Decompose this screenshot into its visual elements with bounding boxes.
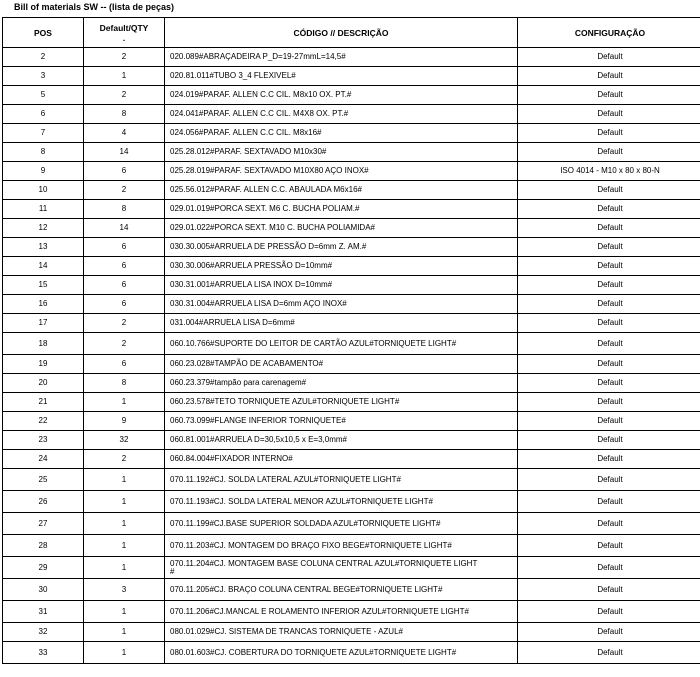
cell-description-text: 024.019#PARAF. ALLEN C.C CIL. M8x10 OX. PT.# — [170, 90, 352, 99]
cell-qty-text: 1 — [121, 518, 127, 528]
cell-qty-text: 6 — [121, 299, 127, 308]
cell-pos-text: 9 — [40, 166, 46, 175]
table-row — [3, 601, 700, 623]
cell-qty — [84, 67, 165, 86]
cell-configuration-text: Default — [597, 474, 623, 484]
cell-pos — [3, 105, 84, 124]
column-header-pos: POS — [3, 18, 84, 48]
cell-description-text: 080.01.603#CJ. COBERTURA DO TORNIQUETE AZUL#TORNIQUETE LIGHT# — [170, 647, 457, 657]
cell-pos — [3, 535, 84, 557]
cell-configuration-text: Default — [597, 71, 623, 80]
table-row — [3, 276, 700, 295]
cell-description — [165, 124, 518, 143]
cell-description-text: 029.01.019#PORCA SEXT. M6 C. BUCHA POLIAM.# — [170, 204, 360, 213]
cell-description-text: 025.56.012#PARAF. ALLEN C.C. ABAULADA M6x16# — [170, 185, 362, 194]
cell-pos — [3, 431, 84, 450]
cell-configuration-text: Default — [597, 261, 623, 270]
table-row — [3, 374, 700, 393]
cell-pos-text: 11 — [38, 204, 48, 213]
cell-configuration-text: Default — [597, 204, 623, 213]
cell-qty — [84, 469, 165, 491]
cell-configuration — [518, 601, 700, 623]
cell-qty-text: 1 — [121, 627, 127, 636]
cell-pos-text: 2 — [40, 52, 46, 61]
cell-qty — [84, 276, 165, 295]
cell-qty-text: 1 — [121, 474, 127, 484]
cell-qty-text: 9 — [121, 416, 127, 425]
cell-qty — [84, 48, 165, 67]
cell-description-text: 070.11.203#CJ. MONTAGEM DO BRAÇO FIXO BEGE#TORNIQUETE LIGHT# — [170, 540, 452, 550]
cell-configuration-text: Default — [597, 318, 623, 327]
cell-pos-text: 16 — [38, 299, 48, 308]
cell-qty — [84, 393, 165, 412]
cell-qty — [84, 513, 165, 535]
cell-pos — [3, 374, 84, 393]
cell-description — [165, 469, 518, 491]
cell-qty — [84, 181, 165, 200]
cell-pos — [3, 450, 84, 469]
cell-description-text: 020.81.011#TUBO 3_4 FLEXIVEL# — [170, 71, 296, 80]
cell-pos-text: 25 — [38, 474, 48, 484]
cell-description — [165, 181, 518, 200]
cell-description-text: 060.73.099#FLANGE INFERIOR TORNIQUETE# — [170, 416, 346, 425]
cell-qty-text: 2 — [121, 318, 127, 327]
cell-configuration — [518, 238, 700, 257]
cell-pos-text: 17 — [38, 318, 48, 327]
cell-configuration — [518, 557, 700, 579]
cell-qty-text: 8 — [121, 204, 127, 213]
cell-configuration-text: Default — [597, 584, 623, 594]
cell-qty — [84, 412, 165, 431]
cell-pos — [3, 181, 84, 200]
cell-qty-text: 8 — [121, 109, 127, 118]
cell-configuration — [518, 143, 700, 162]
cell-configuration-text: ISO 4014 - M10 x 80 x 80-N — [560, 166, 660, 175]
cell-qty — [84, 162, 165, 181]
cell-configuration-text: Default — [597, 496, 623, 506]
cell-description — [165, 491, 518, 513]
cell-description — [165, 601, 518, 623]
cell-configuration — [518, 67, 700, 86]
table-row — [3, 105, 700, 124]
cell-qty-text: 1 — [121, 71, 127, 80]
table-row — [3, 513, 700, 535]
cell-description — [165, 86, 518, 105]
cell-configuration — [518, 412, 700, 431]
cell-pos-text: 28 — [38, 540, 48, 550]
cell-description-text: 070.11.199#CJ.BASE SUPERIOR SOLDADA AZUL#TORNIQUETE LIGHT# — [170, 518, 441, 528]
cell-description — [165, 314, 518, 333]
cell-configuration — [518, 355, 700, 374]
cell-configuration — [518, 276, 700, 295]
cell-configuration — [518, 393, 700, 412]
table-row — [3, 535, 700, 557]
cell-pos-text: 13 — [38, 242, 48, 251]
table-row — [3, 431, 700, 450]
cell-pos — [3, 579, 84, 601]
cell-pos — [3, 469, 84, 491]
cell-pos — [3, 219, 84, 238]
cell-pos — [3, 601, 84, 623]
cell-qty-text: 2 — [121, 90, 127, 99]
cell-qty-text: 8 — [121, 378, 127, 387]
cell-qty-text: 32 — [119, 435, 129, 444]
table-row — [3, 642, 700, 664]
cell-configuration — [518, 491, 700, 513]
table-row — [3, 67, 700, 86]
cell-qty-text: 6 — [121, 359, 127, 368]
cell-configuration — [518, 295, 700, 314]
table-body — [3, 48, 700, 664]
cell-description — [165, 219, 518, 238]
cell-pos-text: 10 — [38, 185, 48, 194]
cell-qty-text: 6 — [121, 280, 127, 289]
cell-configuration-text: Default — [597, 627, 623, 636]
cell-configuration — [518, 105, 700, 124]
cell-pos-text: 23 — [38, 435, 48, 444]
cell-qty-text: 1 — [121, 562, 127, 572]
cell-configuration-text: Default — [597, 416, 623, 425]
cell-pos-text: 24 — [38, 454, 48, 463]
cell-pos-text: 26 — [38, 496, 48, 506]
cell-description — [165, 257, 518, 276]
cell-qty — [84, 431, 165, 450]
cell-description — [165, 393, 518, 412]
cell-qty-text: 4 — [121, 128, 127, 137]
cell-configuration-text: Default — [597, 647, 623, 657]
cell-configuration-text: Default — [597, 128, 623, 137]
cell-description — [165, 48, 518, 67]
cell-description — [165, 143, 518, 162]
cell-qty — [84, 535, 165, 557]
cell-configuration-text: Default — [597, 147, 623, 156]
cell-qty — [84, 642, 165, 664]
table-row — [3, 48, 700, 67]
cell-description-text: 070.11.205#CJ. BRAÇO COLUNA CENTRAL BEGE#TORNIQUETE LIGHT# — [170, 584, 443, 594]
cell-configuration-text: Default — [597, 540, 623, 550]
cell-qty-text: 2 — [121, 338, 127, 348]
cell-description-text: 070.11.193#CJ. SOLDA LATERAL MENOR AZUL#TORNIQUETE LIGHT# — [170, 496, 433, 506]
cell-description-text: 070.11.206#CJ.MANCAL E ROLAMENTO INFERIOR AZUL#TORNIQUETE LIGHT# — [170, 606, 469, 616]
table-row — [3, 200, 700, 219]
table-row — [3, 412, 700, 431]
cell-configuration — [518, 48, 700, 67]
cell-pos-text: 12 — [38, 223, 48, 232]
cell-pos-text: 15 — [38, 280, 48, 289]
cell-qty — [84, 105, 165, 124]
cell-description — [165, 355, 518, 374]
cell-configuration — [518, 431, 700, 450]
cell-pos — [3, 162, 84, 181]
cell-description — [165, 557, 518, 579]
cell-qty — [84, 601, 165, 623]
table-row — [3, 238, 700, 257]
cell-configuration-text: Default — [597, 223, 623, 232]
cell-configuration — [518, 200, 700, 219]
cell-pos — [3, 314, 84, 333]
cell-qty-text: 1 — [121, 540, 127, 550]
cell-description-text: 024.041#PARAF. ALLEN C.C CIL. M4X8 OX. PT.# — [170, 109, 349, 118]
cell-pos — [3, 238, 84, 257]
cell-description-text: 025.28.012#PARAF. SEXTAVADO M10x30# — [170, 147, 327, 156]
cell-pos — [3, 642, 84, 664]
cell-configuration-text: Default — [597, 90, 623, 99]
cell-description — [165, 67, 518, 86]
cell-description-text: 029.01.022#PORCA SEXT. M10 C. BUCHA POLIAMIDA# — [170, 223, 375, 232]
cell-qty-text: 6 — [121, 166, 127, 175]
cell-pos — [3, 86, 84, 105]
document-title: Bill of materials SW -- (lista de peças) — [14, 2, 175, 12]
cell-configuration — [518, 642, 700, 664]
column-header-configuration: CONFIGURAÇÃO — [518, 18, 700, 48]
cell-qty-text: 1 — [121, 397, 127, 406]
table-row — [3, 469, 700, 491]
cell-qty — [84, 579, 165, 601]
cell-configuration — [518, 181, 700, 200]
cell-pos — [3, 513, 84, 535]
cell-configuration — [518, 374, 700, 393]
cell-configuration — [518, 124, 700, 143]
cell-qty — [84, 219, 165, 238]
cell-qty — [84, 623, 165, 642]
table-row — [3, 219, 700, 238]
cell-pos-text: 7 — [40, 128, 46, 137]
cell-qty — [84, 355, 165, 374]
cell-pos — [3, 124, 84, 143]
cell-configuration-text: Default — [597, 280, 623, 289]
cell-description-text: 020.089#ABRAÇADEIRA P_D=19-27mmL=14,5# — [170, 52, 346, 61]
cell-pos — [3, 355, 84, 374]
cell-configuration — [518, 450, 700, 469]
table-row — [3, 143, 700, 162]
cell-configuration — [518, 535, 700, 557]
cell-pos — [3, 48, 84, 67]
cell-description — [165, 295, 518, 314]
cell-description — [165, 238, 518, 257]
table-row — [3, 257, 700, 276]
cell-configuration-text: Default — [597, 359, 623, 368]
cell-description-text: 070.11.192#CJ. SOLDA LATERAL AZUL#TORNIQUETE LIGHT# — [170, 474, 401, 484]
cell-pos-text: 5 — [40, 90, 46, 99]
cell-qty-text: 2 — [121, 185, 127, 194]
table-row — [3, 491, 700, 513]
table-row — [3, 579, 700, 601]
cell-configuration — [518, 314, 700, 333]
cell-pos — [3, 491, 84, 513]
cell-pos — [3, 143, 84, 162]
cell-configuration — [518, 623, 700, 642]
cell-pos — [3, 257, 84, 276]
cell-description-text: 024.056#PARAF. ALLEN C.C CIL. M8x16# — [170, 128, 322, 137]
cell-description — [165, 374, 518, 393]
cell-description-text: 070.11.204#CJ. MONTAGEM BASE COLUNA CENTRAL AZUL#TORNIQUETE LIGHT# — [170, 558, 478, 576]
cell-qty-text: 1 — [121, 496, 127, 506]
cell-qty — [84, 200, 165, 219]
table-row — [3, 355, 700, 374]
cell-qty-text: 14 — [119, 147, 129, 156]
cell-qty — [84, 295, 165, 314]
cell-description-text: 031.004#ARRUELA LISA D=6mm# — [170, 318, 295, 327]
column-header-qty-label: Default/QTY — [99, 22, 149, 33]
cell-configuration-text: Default — [597, 185, 623, 194]
cell-description-text: 060.23.379#tampão para carenagem# — [170, 378, 307, 387]
cell-configuration-text: Default — [597, 454, 623, 463]
cell-configuration — [518, 333, 700, 355]
table-row — [3, 295, 700, 314]
table-row — [3, 181, 700, 200]
cell-configuration-text: Default — [597, 299, 623, 308]
cell-pos-text: 27 — [38, 518, 48, 528]
cell-qty — [84, 491, 165, 513]
cell-pos — [3, 295, 84, 314]
table-row — [3, 86, 700, 105]
cell-qty — [84, 143, 165, 162]
cell-description-text: 060.84.004#FIXADOR INTERNO# — [170, 454, 293, 463]
cell-description — [165, 623, 518, 642]
cell-description — [165, 105, 518, 124]
cell-qty-text: 1 — [121, 606, 127, 616]
cell-description-text: 030.30.006#ARRUELA PRESSÃO D=10mm# — [170, 261, 333, 270]
cell-pos-text: 19 — [38, 359, 48, 368]
cell-description — [165, 276, 518, 295]
column-header-description: CÓDIGO // DESCRIÇÃO — [165, 18, 518, 48]
cell-qty-text: 6 — [121, 242, 127, 251]
cell-pos-text: 21 — [38, 397, 48, 406]
cell-pos-text: 20 — [38, 378, 48, 387]
cell-qty — [84, 374, 165, 393]
cell-pos — [3, 557, 84, 579]
cell-configuration-text: Default — [597, 378, 623, 387]
cell-description-text: 060.10.766#SUPORTE DO LEITOR DE CARTÃO AZUL#TORNIQUETE LIGHT# — [170, 338, 457, 348]
cell-qty — [84, 257, 165, 276]
cell-description — [165, 642, 518, 664]
cell-description — [165, 579, 518, 601]
cell-pos — [3, 333, 84, 355]
cell-pos-text: 8 — [40, 147, 46, 156]
cell-description — [165, 450, 518, 469]
cell-pos — [3, 623, 84, 642]
cell-pos-text: 22 — [38, 416, 48, 425]
cell-qty — [84, 557, 165, 579]
table-header-row — [3, 18, 700, 48]
cell-pos-text: 32 — [38, 627, 48, 636]
cell-qty-text: 6 — [121, 261, 127, 270]
table-row — [3, 314, 700, 333]
cell-configuration-text: Default — [597, 435, 623, 444]
table-row — [3, 450, 700, 469]
cell-pos — [3, 200, 84, 219]
cell-qty-text: 2 — [121, 454, 127, 463]
cell-pos-text: 29 — [38, 562, 48, 572]
cell-configuration — [518, 579, 700, 601]
cell-configuration-text: Default — [597, 242, 623, 251]
cell-pos-text: 3 — [40, 71, 46, 80]
cell-description-text: 030.31.001#ARRUELA LISA INOX D=10mm# — [170, 280, 333, 289]
cell-pos — [3, 276, 84, 295]
cell-description-text: 030.30.005#ARRUELA DE PRESSÃO D=6mm Z. AM.# — [170, 242, 367, 251]
cell-configuration — [518, 257, 700, 276]
cell-description — [165, 162, 518, 181]
cell-description — [165, 200, 518, 219]
cell-description — [165, 431, 518, 450]
cell-pos-text: 14 — [38, 261, 48, 270]
cell-description-text: 060.23.028#TAMPÃO DE ACABAMENTO# — [170, 359, 324, 368]
cell-configuration-text: Default — [597, 397, 623, 406]
cell-configuration-text: Default — [597, 338, 623, 348]
column-header-qty — [84, 18, 165, 48]
table-row — [3, 393, 700, 412]
cell-configuration-text: Default — [597, 606, 623, 616]
cell-description-text: 060.81.001#ARRUELA D=30,5x10,5 x E=3,0mm# — [170, 435, 347, 444]
cell-qty — [84, 124, 165, 143]
table-row — [3, 623, 700, 642]
cell-configuration — [518, 162, 700, 181]
table-row — [3, 124, 700, 143]
cell-qty-text: 1 — [121, 647, 127, 657]
cell-description-text: 030.31.004#ARRUELA LISA D=6mm AÇO INOX# — [170, 299, 347, 308]
cell-configuration — [518, 86, 700, 105]
cell-configuration — [518, 513, 700, 535]
cell-description — [165, 513, 518, 535]
cell-description — [165, 535, 518, 557]
cell-configuration — [518, 219, 700, 238]
cell-pos-text: 31 — [38, 606, 48, 616]
cell-pos — [3, 412, 84, 431]
cell-qty — [84, 314, 165, 333]
cell-description-text: 025.28.019#PARAF. SEXTAVADO M10X80 AÇO INOX# — [170, 166, 369, 175]
bill-of-materials-table — [2, 17, 700, 664]
cell-qty — [84, 238, 165, 257]
cell-configuration-text: Default — [597, 562, 623, 572]
table-row — [3, 162, 700, 181]
cell-description-text: 080.01.029#CJ. SISTEMA DE TRANCAS TORNIQUETE - AZUL# — [170, 627, 403, 636]
cell-pos-text: 30 — [38, 584, 48, 594]
cell-pos-text: 18 — [38, 338, 48, 348]
cell-qty-text: 3 — [121, 584, 127, 594]
cell-pos-text: 6 — [40, 109, 46, 118]
cell-qty — [84, 450, 165, 469]
cell-configuration-text: Default — [597, 52, 623, 61]
cell-description — [165, 412, 518, 431]
table-row — [3, 557, 700, 579]
cell-configuration — [518, 469, 700, 491]
cell-qty-text: 2 — [121, 52, 127, 61]
cell-pos — [3, 67, 84, 86]
cell-pos — [3, 393, 84, 412]
cell-description — [165, 333, 518, 355]
cell-configuration-text: Default — [597, 518, 623, 528]
cell-pos-text: 33 — [38, 647, 48, 657]
cell-configuration-text: Default — [597, 109, 623, 118]
cell-qty-text: 14 — [119, 223, 129, 232]
cell-description-text: 060.23.578#TETO TORNIQUETE AZUL#TORNIQUETE LIGHT# — [170, 397, 400, 406]
cell-qty — [84, 86, 165, 105]
table-row — [3, 333, 700, 355]
cell-qty — [84, 333, 165, 355]
column-header-qty-marker: . — [122, 32, 126, 43]
